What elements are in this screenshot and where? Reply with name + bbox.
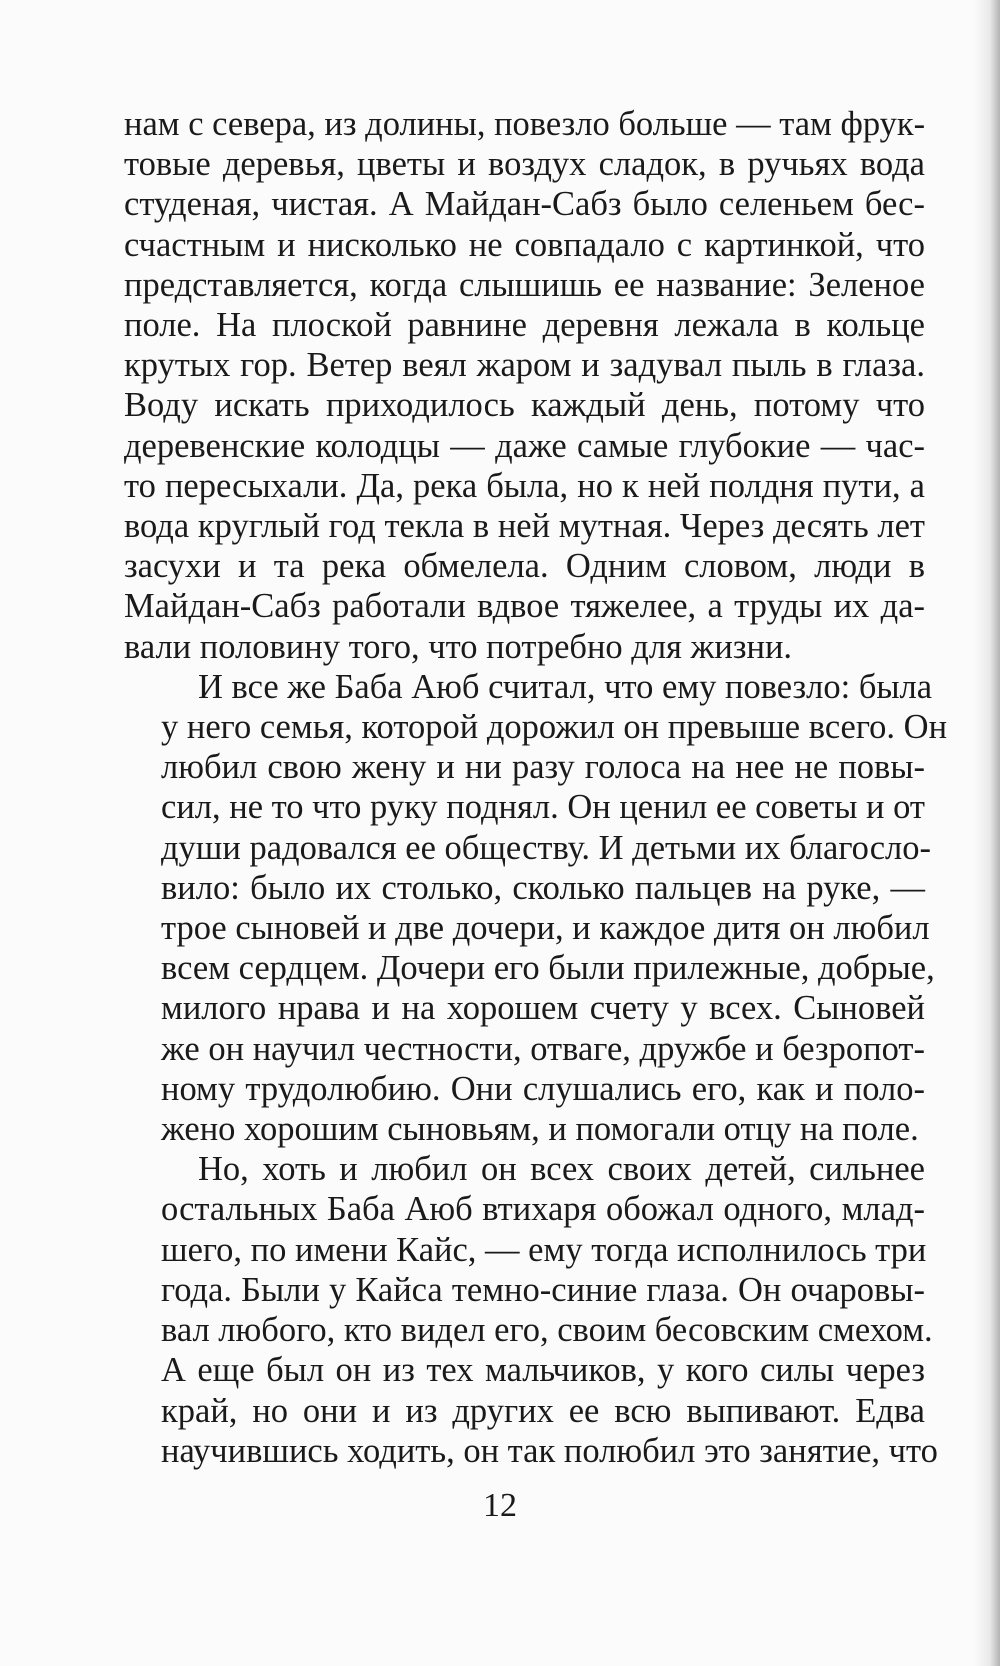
text-line: вали половину того, что потребно для жизни. bbox=[124, 627, 793, 666]
text-line: вода круглый год текла в ней мутная. Через десять лет bbox=[124, 507, 925, 546]
text-line: товые деревья, цветы и воздух сладок, в ручьях вода bbox=[124, 145, 925, 184]
text-line: представляется, когда слышишь ее название: Зеленое bbox=[124, 265, 925, 304]
text-line: научившись ходить, он так полюбил это занятие, что bbox=[161, 1431, 938, 1470]
page-edge-shadow bbox=[974, 0, 1000, 1666]
text-line: сил, не то что руку поднял. Он ценил ее советы и от bbox=[161, 788, 925, 827]
paragraph-1 bbox=[124, 104, 925, 667]
text-line: крутых гор. Ветер веял жаром и задувал пыль в глаза. bbox=[124, 346, 925, 385]
text-line: Майдан-Сабз работали вдвое тяжелее, а труды их да- bbox=[124, 587, 925, 626]
text-line: Воду искать приходилось каждый день, потому что bbox=[124, 386, 925, 425]
text-line: Но, хоть и любил он всех своих детей, сильнее bbox=[198, 1150, 925, 1189]
text-line: души радовался ее обществу. И детьми их благосло- bbox=[161, 828, 932, 867]
text-line: всем сердцем. Дочери его были прилежные, добрые, bbox=[161, 949, 935, 988]
text-line: у него семья, которой дорожил он превыше всего. Он bbox=[161, 708, 948, 747]
text-line: года. Были у Кайса темно-синие глаза. Он очаровы- bbox=[161, 1270, 925, 1309]
page-number: 12 bbox=[483, 1487, 517, 1524]
paragraph-2 bbox=[124, 667, 948, 1149]
text-line: жено хорошим сыновьям, и помогали отцу на поле. bbox=[161, 1110, 919, 1149]
text-line: ному трудолюбию. Они слушались его, как и поло- bbox=[161, 1069, 925, 1108]
text-line: засухи и та река обмелела. Одним словом, люди в bbox=[124, 547, 925, 586]
text-line: счастным и нисколько не совпадало с картинкой, что bbox=[124, 225, 925, 264]
body-text bbox=[124, 104, 948, 1471]
text-line: шего, по имени Кайс, — ему тогда исполнилось три bbox=[161, 1230, 927, 1269]
text-line: нам с севера, из долины, повезло больше — там фрук- bbox=[124, 105, 926, 143]
text-line: милого нрава и на хорошем счету у всех. Сыновей bbox=[161, 989, 925, 1028]
text-line: же он научил честности, отваге, дружбе и безропот- bbox=[161, 1029, 925, 1068]
text-line: вило: было их столько, сколько пальцев на руке, — bbox=[161, 868, 925, 907]
paragraph-3 bbox=[124, 1149, 938, 1471]
text-line: край, но они и из других ее всю выпивают. Едва bbox=[161, 1391, 925, 1430]
text-line: вал любого, кто видел его, своим бесовским смехом. bbox=[161, 1311, 933, 1350]
text-line: поле. На плоской равнине деревня лежала в кольце bbox=[124, 306, 925, 345]
text-line: то пересыхали. Да, река была, но к ней полдня пути, а bbox=[124, 466, 925, 505]
text-line: любил свою жену и ни разу голоса на нее не повы- bbox=[161, 748, 925, 787]
text-line: И все же Баба Аюб считал, что ему повезло: была bbox=[198, 667, 933, 706]
text-line: остальных Баба Аюб втихаря обожал одного, млад- bbox=[161, 1190, 925, 1229]
text-line: А еще был он из тех мальчиков, у кого силы через bbox=[161, 1351, 925, 1390]
text-line: трое сыновей и две дочери, и каждое дитя он любил bbox=[161, 909, 930, 948]
text-line: студеная, чистая. А Майдан-Сабз было селеньем бес- bbox=[124, 185, 925, 224]
text-line: деревенские колодцы — даже самые глубокие — час- bbox=[124, 426, 925, 465]
